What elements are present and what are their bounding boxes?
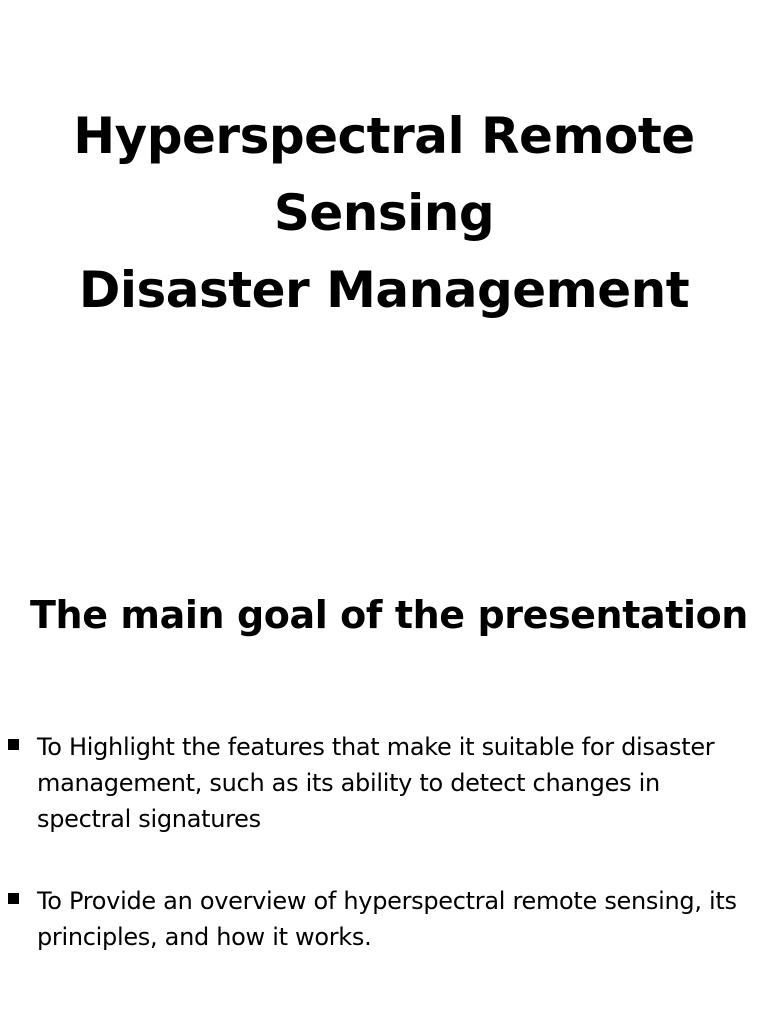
bullet-text: To Highlight the features that make it suitable for disaster management, such as its ability to detect changes in spectral signatures: [37, 733, 715, 833]
bullet-text: To Provide an overview of hyperspectral remote sensing, its principles, and how it works.: [37, 887, 737, 951]
slide-title: [0, 98, 768, 329]
slide-title-line-3: Disaster Management: [78, 261, 690, 319]
square-bullet-icon: [8, 893, 19, 904]
square-bullet-icon: [8, 739, 19, 750]
slide-subtitle: The main goal of the presentation: [30, 593, 748, 637]
bullet-list: [0, 729, 768, 1001]
slide-title-line-2: Sensing: [273, 184, 495, 242]
bullet-item: [0, 883, 768, 955]
slide-title-line-1: Hyperspectral Remote: [73, 107, 695, 165]
bullet-item: [0, 729, 768, 837]
